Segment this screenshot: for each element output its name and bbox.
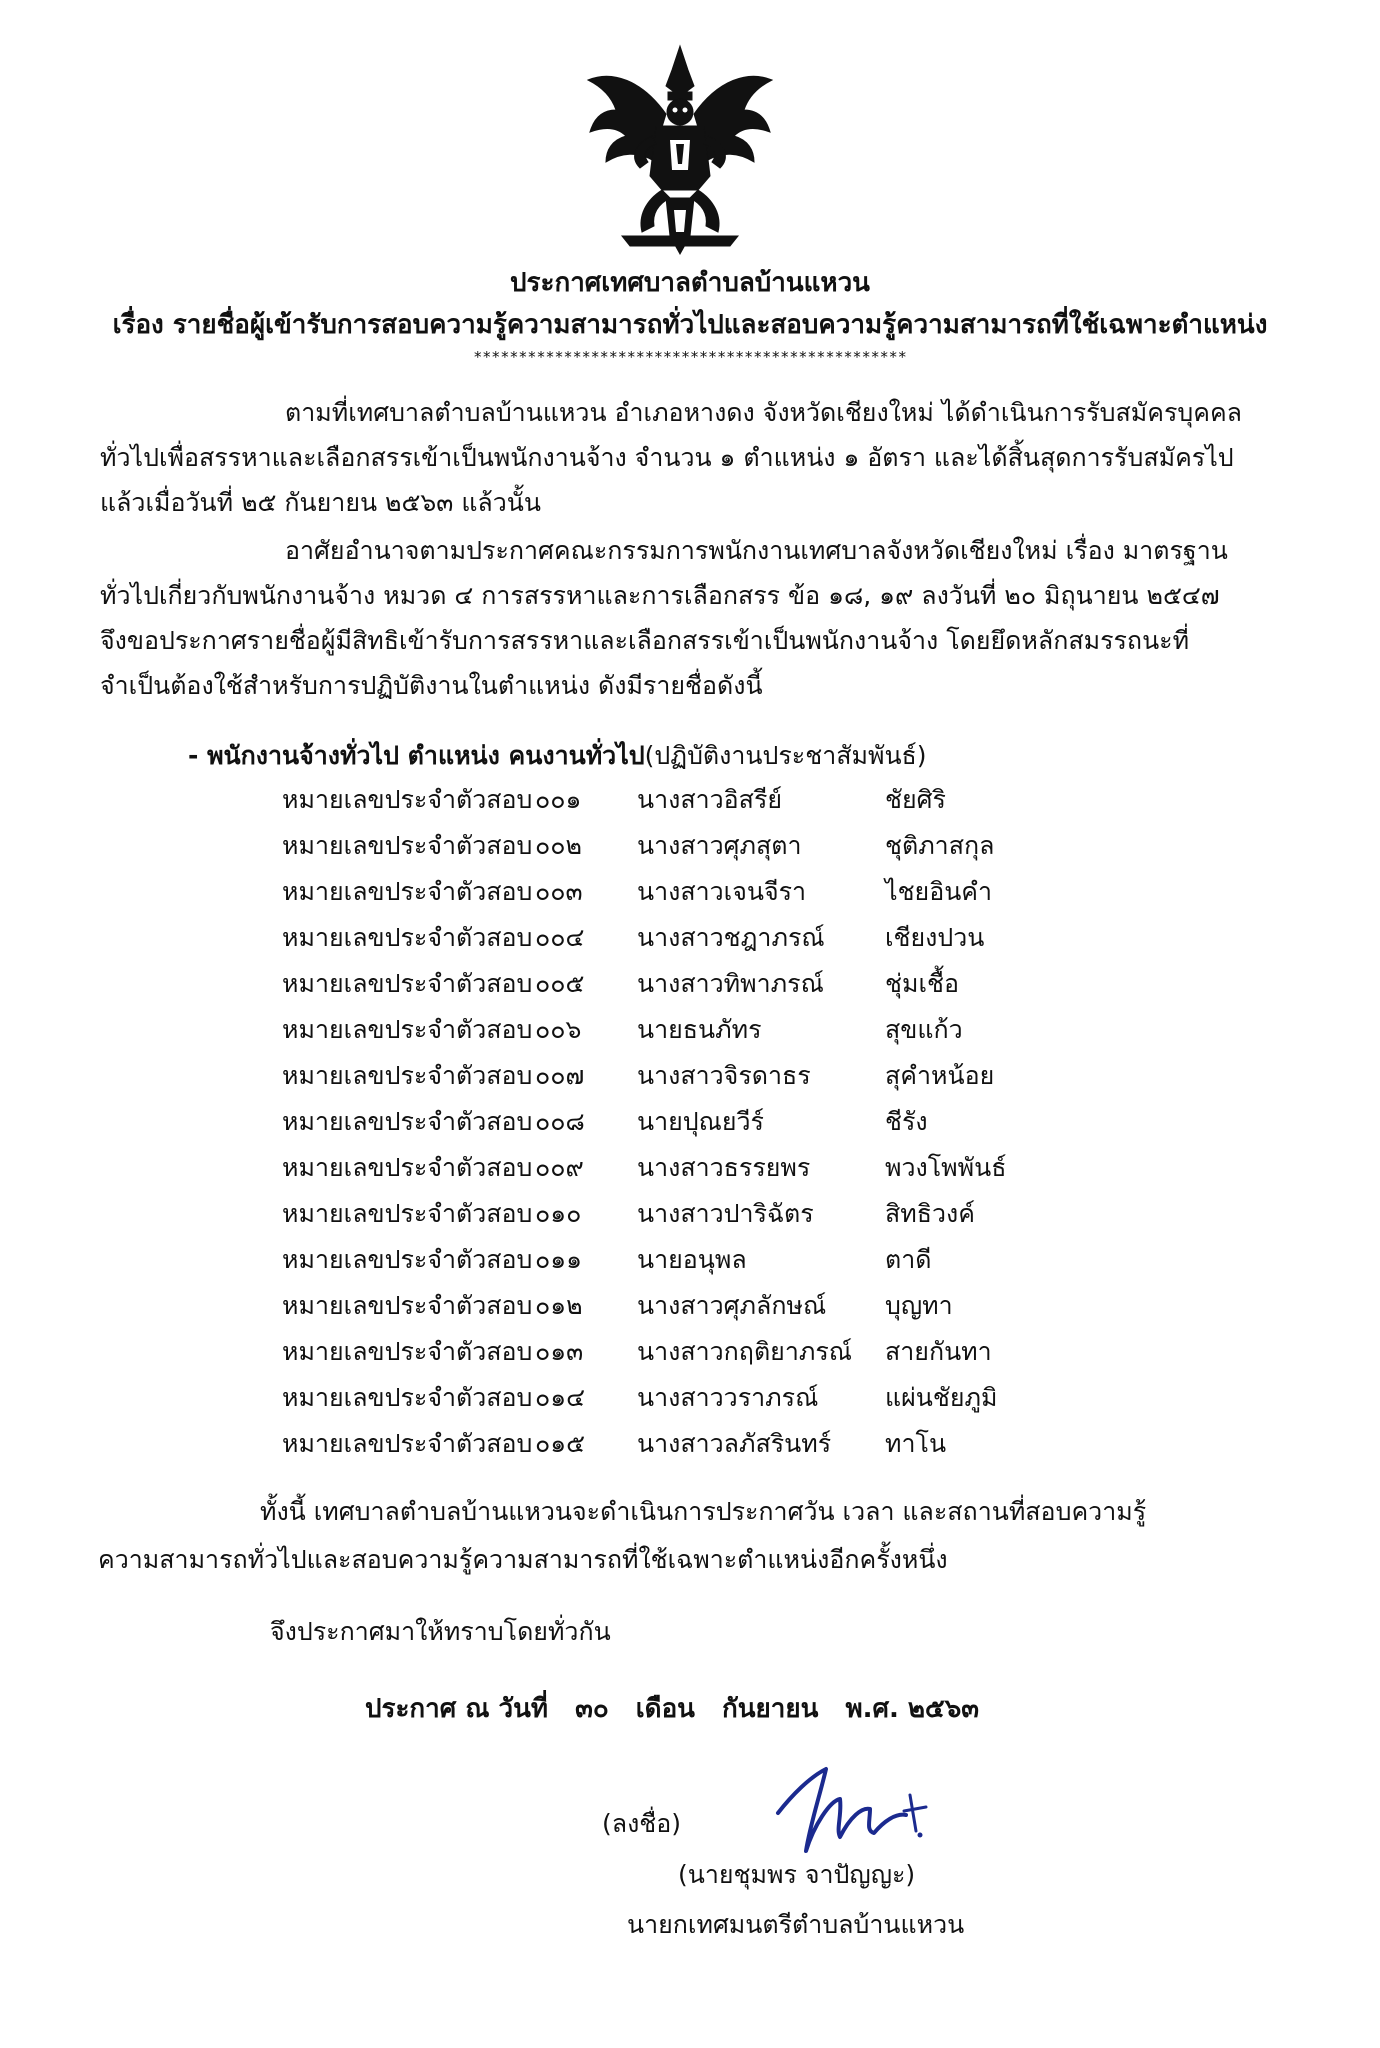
candidate-row: [0, 1378, 1380, 1424]
exam-id-label: หมายเลขประจำตัวสอบ: [282, 1199, 533, 1228]
exam-id-number: ๐๐๕: [535, 969, 585, 998]
candidate-row: [0, 1056, 1380, 1102]
exam-id-label: หมายเลขประจำตัวสอบ: [282, 1061, 533, 1090]
candidate-last-name: ชุ่มเชื้อ: [885, 969, 959, 998]
separator-line: ************************************************: [473, 348, 907, 366]
candidate-last-name: ชัยศิริ: [885, 785, 946, 814]
exam-id-number: ๐๐๘: [535, 1107, 585, 1136]
candidate-last-name: เชียงปวน: [885, 923, 985, 952]
handwritten-signature: [770, 1755, 940, 1865]
announcement-title: ประกาศเทศบาลตำบลบ้านแหวน: [510, 268, 870, 298]
candidate-last-name: ชีรัง: [885, 1107, 928, 1136]
candidate-row: [0, 1148, 1380, 1194]
exam-id-number: ๐๑๕: [535, 1429, 586, 1458]
exam-id-label: หมายเลขประจำตัวสอบ: [282, 969, 533, 998]
candidate-last-name: ไชยอินคำ: [885, 877, 993, 906]
candidate-last-name: สายกันทา: [885, 1337, 992, 1366]
announcement-subject: เรื่อง รายชื่อผู้เข้ารับการสอบความรู้ความสามารถทั่วไปและสอบความรู้ความสามารถที่ใช้เฉพาะตำแหน่ง: [112, 310, 1268, 340]
exam-id-number: ๐๐๒: [535, 831, 582, 860]
candidate-row: [0, 826, 1380, 872]
candidate-first-name: นางสาวกฤติยาภรณ์: [637, 1337, 852, 1366]
candidate-first-name: นางสาวอิสรีย์: [637, 785, 783, 814]
paragraph-2-line: ทั่วไปเกี่ยวกับพนักงานจ้าง หมวด ๔ การสรรหาและการเลือกสรร ข้อ ๑๘, ๑๙ ลงวันที่ ๒๐ มิถุนายน ๒๕๔๗: [100, 581, 1220, 610]
paragraph-1-line: แล้วเมื่อวันที่ ๒๕ กันยายน ๒๕๖๓ แล้วนั้น: [100, 488, 541, 517]
candidate-first-name: นางสาวปาริฉัตร: [637, 1199, 814, 1228]
candidate-last-name: ชุติภาสกุล: [885, 831, 995, 860]
candidate-first-name: นางสาวชฎาภรณ์: [637, 923, 825, 952]
candidate-last-name: พวงโพพันธ์: [885, 1153, 1007, 1182]
candidate-first-name: นางสาวศุภลักษณ์: [637, 1291, 827, 1320]
candidate-last-name: สุคำหน้อย: [885, 1061, 995, 1090]
exam-id-label: หมายเลขประจำตัวสอบ: [282, 1291, 533, 1320]
exam-id-label: หมายเลขประจำตัวสอบ: [282, 785, 533, 814]
candidate-row: [0, 1424, 1380, 1470]
closing-statement: จึงประกาศมาให้ทราบโดยทั่วกัน: [270, 1617, 611, 1646]
exam-id-number: ๐๐๗: [535, 1061, 585, 1090]
exam-id-number: ๐๐๙: [535, 1153, 584, 1182]
candidate-row: [0, 1194, 1380, 1240]
candidate-last-name: บุญทา: [885, 1291, 953, 1320]
candidate-row: [0, 780, 1380, 826]
signatory-name: (นายชุมพร จาปัญญะ): [678, 1860, 916, 1889]
position-heading: [188, 736, 927, 776]
exam-id-label: หมายเลขประจำตัวสอบ: [282, 1337, 533, 1366]
candidate-first-name: นายธนภัทร: [637, 1015, 762, 1044]
exam-id-number: ๐๑๐: [535, 1199, 582, 1228]
exam-id-label: หมายเลขประจำตัวสอบ: [282, 1383, 533, 1412]
exam-id-label: หมายเลขประจำตัวสอบ: [282, 831, 533, 860]
candidate-last-name: ตาดี: [885, 1245, 932, 1274]
exam-id-number: ๐๑๔: [535, 1383, 586, 1412]
exam-id-label: หมายเลขประจำตัวสอบ: [282, 1015, 533, 1044]
closing-line: ทั้งนี้ เทศบาลตำบลบ้านแหวนจะดำเนินการประกาศวัน เวลา และสถานที่สอบความรู้: [260, 1497, 1147, 1526]
paragraph-2-line: จึงขอประกาศรายชื่อผู้มีสิทธิเข้ารับการสรรหาและเลือกสรรเข้าเป็นพนักงานจ้าง โดยยึดหลักสมรรถนะที่: [100, 626, 1190, 655]
candidate-last-name: แผ่นชัยภูมิ: [885, 1383, 998, 1412]
candidate-last-name: สิทธิวงค์: [885, 1199, 975, 1228]
candidate-first-name: นางสาวธรรยพร: [637, 1153, 811, 1182]
candidate-row: [0, 1102, 1380, 1148]
candidate-row: [0, 918, 1380, 964]
signature-label: (ลงชื่อ): [602, 1809, 682, 1838]
candidate-first-name: นางสาวเจนจีรา: [637, 877, 807, 906]
exam-id-label: หมายเลขประจำตัวสอบ: [282, 1153, 533, 1182]
paragraph-2-line: อาศัยอำนาจตามประกาศคณะกรรมการพนักงานเทศบาลจังหวัดเชียงใหม่ เรื่อง มาตรฐาน: [285, 536, 1228, 565]
exam-id-label: หมายเลขประจำตัวสอบ: [282, 1429, 533, 1458]
paragraph-1-line: ทั่วไปเพื่อสรรหาและเลือกสรรเข้าเป็นพนักงานจ้าง จำนวน ๑ ตำแหน่ง ๑ อัตรา และได้สิ้นสุดการรับสมัครไป: [100, 443, 1234, 472]
exam-id-number: ๐๐๔: [535, 923, 585, 952]
exam-id-label: หมายเลขประจำตัวสอบ: [282, 1107, 533, 1136]
candidate-row: [0, 1240, 1380, 1286]
candidate-last-name: ทาโน: [885, 1429, 947, 1458]
exam-id-label: หมายเลขประจำตัวสอบ: [282, 923, 533, 952]
candidate-row: [0, 964, 1380, 1010]
exam-id-number: ๐๑๑: [535, 1245, 582, 1274]
paragraph-1-line: ตามที่เทศบาลตำบลบ้านแหวน อำเภอหางดง จังหวัดเชียงใหม่ ได้ดำเนินการรับสมัครบุคคล: [285, 398, 1243, 427]
exam-id-number: ๐๐๖: [535, 1015, 582, 1044]
exam-id-number: ๐๑๒: [535, 1291, 583, 1320]
candidate-first-name: นางสาวทิพาภรณ์: [637, 969, 824, 998]
candidate-row: [0, 1286, 1380, 1332]
position-heading-detail: (ปฏิบัติงานประชาสัมพันธ์): [644, 741, 927, 770]
exam-id-label: หมายเลขประจำตัวสอบ: [282, 1245, 533, 1274]
date-month-label: เดือน: [635, 1694, 695, 1724]
candidate-row: [0, 872, 1380, 918]
exam-id-number: ๐๑๓: [535, 1337, 584, 1366]
candidate-first-name: นางสาวลภัสรินทร์: [637, 1429, 832, 1458]
candidate-first-name: นายอนุพล: [637, 1245, 747, 1274]
candidate-first-name: นางสาวศุภสุตา: [637, 831, 802, 860]
closing-line: ความสามารถทั่วไปและสอบความรู้ความสามารถที่ใช้เฉพาะตำแหน่งอีกครั้งหนึ่ง: [98, 1545, 948, 1574]
date-day: ๓๐: [575, 1694, 609, 1724]
announcement-date: [365, 1688, 997, 1729]
candidate-first-name: นางสาวจิรดาธร: [637, 1061, 811, 1090]
date-month: กันยายน: [722, 1694, 819, 1724]
date-prefix: ประกาศ ณ วันที่: [365, 1694, 549, 1724]
date-year: พ.ศ. ๒๕๖๓: [845, 1694, 979, 1724]
candidate-first-name: นายปุณยวีร์: [637, 1107, 764, 1136]
garuda-emblem: [582, 40, 778, 264]
candidate-row: [0, 1332, 1380, 1378]
candidate-last-name: สุขแก้ว: [885, 1015, 963, 1044]
candidate-first-name: นางสาววราภรณ์: [637, 1383, 819, 1412]
position-heading-main: - พนักงานจ้างทั่วไป ตำแหน่ง คนงานทั่วไป: [188, 741, 645, 770]
paragraph-2-line: จำเป็นต้องใช้สำหรับการปฏิบัติงานในตำแหน่ง ดังมีรายชื่อดังนี้: [100, 671, 763, 700]
exam-id-number: ๐๐๓: [535, 877, 583, 906]
exam-id-label: หมายเลขประจำตัวสอบ: [282, 877, 533, 906]
signatory-title: นายกเทศมนตรีตำบลบ้านแหวน: [627, 1910, 965, 1939]
candidate-row: [0, 1010, 1380, 1056]
exam-id-number: ๐๐๑: [535, 785, 582, 814]
